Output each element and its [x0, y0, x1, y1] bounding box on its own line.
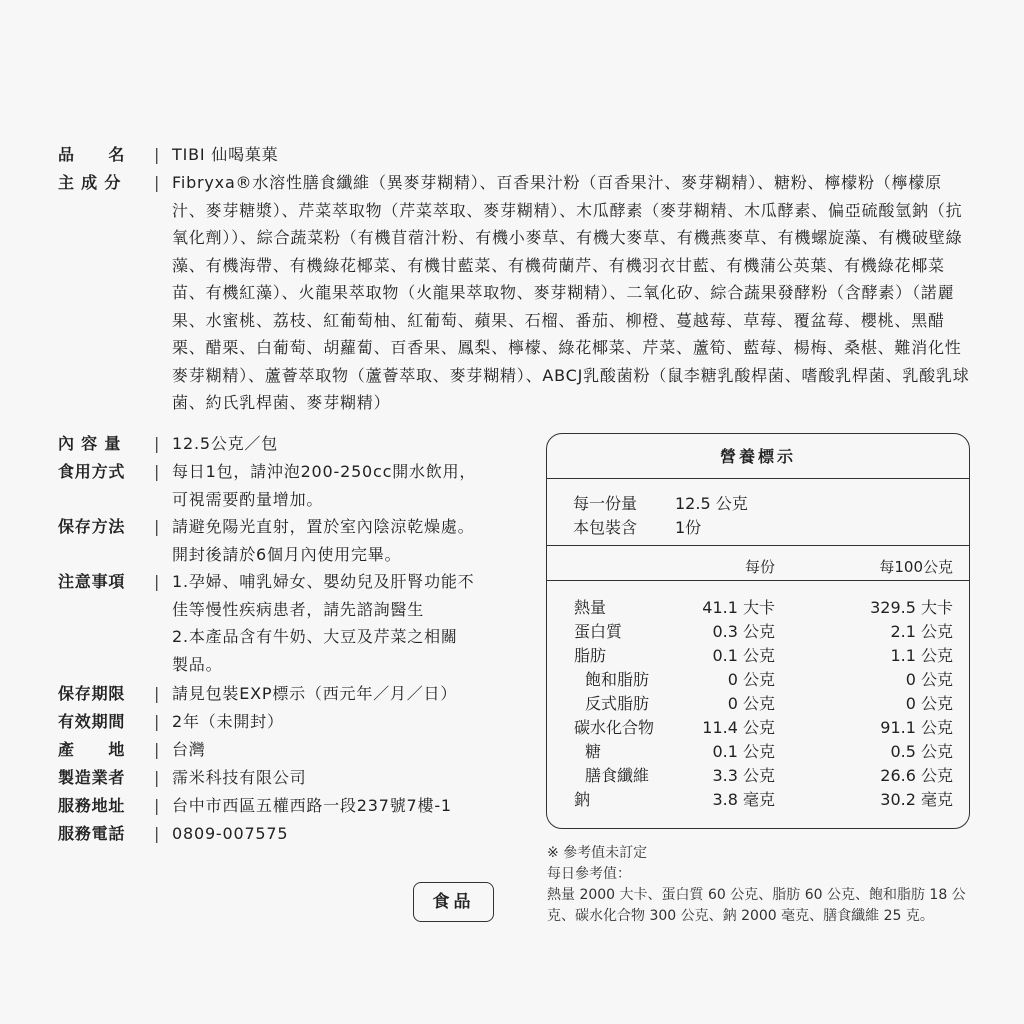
nutrient-name: 脂肪	[574, 646, 607, 665]
spec-label: 保存方法	[58, 517, 126, 536]
col-per-100g: 每100公克	[879, 558, 953, 576]
per-100g-value: 0 公克	[905, 694, 953, 713]
divider	[547, 580, 969, 581]
per-100g-value: 0 公克	[905, 670, 953, 689]
per-serving-value: 3.3 公克	[712, 766, 775, 785]
note-daily-reference-title: 每日參考值：	[547, 866, 631, 882]
divider	[547, 545, 969, 546]
spec-value: 請見包裝EXP標示（西元年／月／日）	[172, 684, 458, 703]
divider	[547, 478, 969, 479]
nutrient-name: 飽和脂肪	[585, 670, 650, 689]
nutrient-name: 熱量	[574, 598, 607, 617]
note-daily-reference-values: 熱量 2000 大卡、蛋白質 60 公克、脂肪 60 公克、飽和脂肪 18 公克、碳水化合物 300 公克、鈉 2000 毫克、膳食纖維 25 克。	[547, 887, 966, 924]
per-serving-value: 0.1 公克	[712, 742, 775, 761]
spec-value: 請避免陽光直射，置於室內陰涼乾燥處。 開封後請於6個月內使用完畢。	[172, 517, 475, 564]
col-per-serving: 每份	[744, 558, 775, 576]
separator: |	[154, 768, 161, 787]
nutrient-row	[547, 619, 969, 643]
per-serving-value: 0.1 公克	[712, 646, 775, 665]
separator: |	[154, 517, 161, 536]
spec-label: 製造業者	[58, 768, 126, 787]
per-100g-value: 2.1 公克	[890, 622, 953, 641]
separator: |	[154, 712, 161, 731]
separator: |	[154, 824, 161, 843]
spec-label: 產 地	[58, 740, 126, 759]
spec-value: 1.孕婦、哺乳婦女、嬰幼兒及肝腎功能不 佳等慢性疾病患者，請先諮詢醫生 2.本產品含有牛奶、大豆及芹菜之相關 製品。	[172, 572, 475, 674]
nutrient-row	[547, 691, 969, 715]
nutrient-row	[547, 667, 969, 691]
per-serving-value: 3.8 毫克	[712, 790, 775, 809]
separator: |	[154, 434, 161, 453]
nutrient-row	[547, 739, 969, 763]
product-name: TIBI 仙喝菓菓	[172, 145, 279, 164]
separator: |	[154, 796, 161, 815]
servings-value: 1份	[675, 518, 702, 537]
spec-label: 服務電話	[58, 824, 126, 843]
per-100g-value: 329.5 大卡	[870, 598, 953, 617]
per-serving-value: 0 公克	[727, 670, 775, 689]
product-name-label: 品 名	[58, 145, 126, 164]
note-undefined: ※ 參考值未訂定	[547, 845, 648, 861]
spec-value: 台灣	[172, 740, 206, 759]
nutrient-row	[547, 787, 969, 811]
nutrient-name: 反式脂肪	[585, 694, 650, 713]
nutrient-name: 鈉	[574, 790, 591, 809]
nutrient-row	[547, 715, 969, 739]
nutrient-row	[547, 643, 969, 667]
separator: |	[154, 173, 161, 192]
nutrient-row	[547, 595, 969, 619]
nutrition-panel	[546, 433, 970, 829]
nutrient-name: 膳食纖維	[585, 766, 650, 785]
nutrient-name: 糖	[585, 742, 602, 761]
servings-label: 本包裝含	[573, 518, 638, 537]
spec-label: 服務地址	[58, 796, 126, 815]
per-serving-value: 41.1 大卡	[702, 598, 775, 617]
spec-value: 0809-007575	[172, 824, 289, 843]
nutrient-name: 蛋白質	[574, 622, 623, 641]
spec-value: 霈米科技有限公司	[172, 768, 307, 787]
ingredients-row	[58, 169, 1018, 419]
per-100g-value: 0.5 公克	[890, 742, 953, 761]
spec-value: 每日1包，請沖泡200-250cc開水飲用， 可視需要酌量增加。	[172, 462, 477, 509]
serving-size-label: 每一份量	[573, 494, 638, 513]
spec-label: 保存期限	[58, 684, 126, 703]
spec-value: 台中市西區五權西路一段237號7樓-1	[172, 796, 452, 815]
per-serving-value: 0.3 公克	[712, 622, 775, 641]
reference-notes	[547, 843, 977, 927]
nutrient-name: 碳水化合物	[574, 718, 655, 737]
food-badge: 食品	[413, 882, 494, 922]
per-100g-value: 26.6 公克	[880, 766, 953, 785]
product-name-row	[58, 141, 1018, 169]
separator: |	[154, 740, 161, 759]
spec-label: 有效期間	[58, 712, 126, 731]
nutrient-row	[547, 763, 969, 787]
ingredients-label: 主 成 分	[58, 173, 122, 192]
spec-label: 注意事項	[58, 572, 126, 591]
spec-value: 12.5公克／包	[172, 434, 279, 453]
separator: |	[154, 572, 161, 591]
per-100g-value: 91.1 公克	[880, 718, 953, 737]
ingredients-text: Fibryxa®水溶性膳食纖維（異麥芽糊精）、百香果汁粉（百香果汁、麥芽糊精）、糖粉、檸檬粉（檸檬原汁、麥芽糖漿）、芹菜萃取物（芹菜萃取、麥芽糊精）、木瓜酵素（麥芽糊精、木瓜酵素、偏亞硫酸氫鈉（抗氧化劑））、綜合蔬菜粉（有機苜蓿汁粉、有機小麥草、有機大麥草、有機燕麥草、有機螺旋藻、有機破壁綠藻、有機海帶、有機綠花椰菜、有機甘藍菜、有機荷蘭芹、有機羽衣甘藍、有機蒲公英葉、有機綠花椰菜苗、有機紅藻）、火龍果萃取物（火龍果萃取物、麥芽糊精）、二氧化矽、綜合蔬果發酵粉（含酵素）（諾麗果、水蜜桃、荔枝、紅葡萄柚、紅葡萄、蘋果、石榴、番茄、柳橙、蔓越莓、草莓、覆盆莓、櫻桃、黑醋栗、醋栗、白葡萄、胡蘿蔔、百香果、鳳梨、檸檬、綠花椰菜、芹菜、蘆筍、藍莓、楊梅、桑椹、難消化性麥芽糊精）、蘆薈萃取物（蘆薈萃取、麥芽糊精）、ABCJ乳酸菌粉（鼠李糖乳酸桿菌、嗜酸乳桿菌、乳酸乳球菌、約氏乳桿菌、麥芽糊精）	[172, 173, 970, 412]
separator: |	[154, 462, 161, 481]
spec-value: 2年（未開封）	[172, 712, 284, 731]
serving-size-value: 12.5 公克	[675, 494, 748, 513]
spec-label: 食用方式	[58, 462, 126, 481]
nutrition-title: 營養標示	[719, 447, 796, 466]
per-serving-value: 11.4 公克	[702, 718, 775, 737]
spec-label: 內 容 量	[58, 434, 122, 453]
per-100g-value: 30.2 毫克	[880, 790, 953, 809]
separator: |	[154, 684, 161, 703]
per-100g-value: 1.1 公克	[890, 646, 953, 665]
per-serving-value: 0 公克	[727, 694, 775, 713]
separator: |	[154, 145, 161, 164]
